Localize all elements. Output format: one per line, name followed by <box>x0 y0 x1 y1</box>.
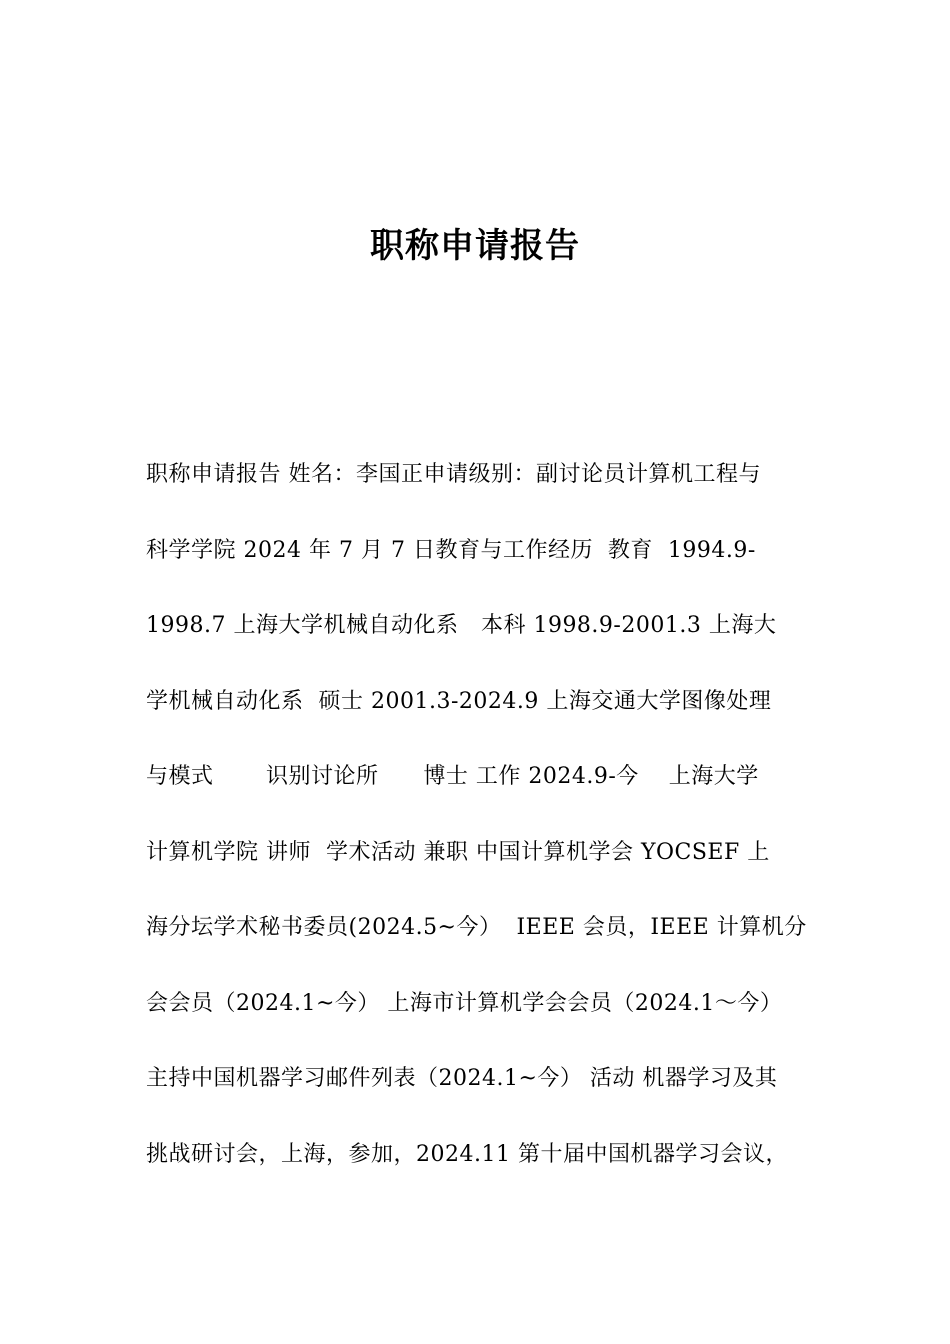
body-line: 挑战研讨会，上海，参加，2024.11 第十届中国机器学习会议， <box>146 1141 788 1167</box>
body-line: 学机械自动化系 硕士 2001.3-2024.9 上海交通大学图像处理 <box>146 688 772 714</box>
document-body <box>146 455 811 1210</box>
body-line: 职称申请报告 姓名：李国正申请级别：副讨论员计算机工程与 <box>146 462 761 487</box>
body-line: 计算机学院 讲师 学术活动 兼职 中国计算机学会 YOCSEF 上 <box>146 839 770 865</box>
body-line: 与模式 识别讨论所 博士 工作 2024.9-今 上海大学 <box>146 764 759 789</box>
body-line: 海分坛学术秘书委员(2024.5~今） IEEE 会员，IEEE 计算机分 <box>146 915 807 940</box>
body-line: 会会员（2024.1~今） 上海市计算机学会会员（2024.1～今） <box>146 990 783 1016</box>
body-line: 科学学院 2024 年 7 月 7 日教育与工作经历 教育 1994.9- <box>146 537 756 563</box>
document-title: 职称申请报告 <box>370 226 580 266</box>
body-line: 1998.7 上海大学机械自动化系 本科 1998.9-2001.3 上海大 <box>146 613 777 638</box>
body-line: 主持中国机器学习邮件列表（2024.1~今） 活动 机器学习及其 <box>146 1066 778 1091</box>
